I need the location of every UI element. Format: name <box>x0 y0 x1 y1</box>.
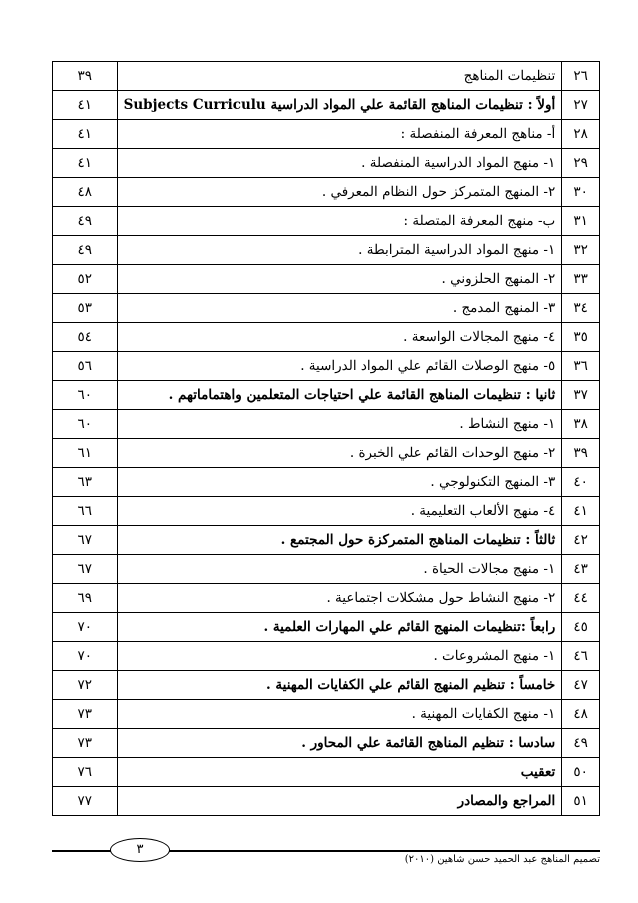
entry-title: ٤- منهج المجالات الواسعة . <box>117 323 562 352</box>
table-row <box>53 120 600 149</box>
entry-title: ٣- المنهج المدمج . <box>117 294 562 323</box>
page-ref: ٥٤ <box>53 323 118 352</box>
table-row <box>53 526 600 555</box>
table-row <box>53 700 600 729</box>
table-row <box>53 323 600 352</box>
row-number: ٢٩ <box>562 149 600 178</box>
page-ref: ٦٦ <box>53 497 118 526</box>
row-number: ٤٨ <box>562 700 600 729</box>
entry-title: المراجع والمصادر <box>117 787 562 816</box>
table-row <box>53 381 600 410</box>
table-row <box>53 729 600 758</box>
entry-title: ١- منهج المشروعات . <box>117 642 562 671</box>
entry-title: ١- منهج النشاط . <box>117 410 562 439</box>
table-row <box>53 207 600 236</box>
entry-title: تعقيب <box>117 758 562 787</box>
entry-title: ثانيا : تنظيمات المناهج القائمة علي احتياجات المتعلمين واهتماماتهم . <box>117 381 562 410</box>
row-number: ٤٩ <box>562 729 600 758</box>
page-ref: ٤١ <box>53 120 118 149</box>
page-ref: ٦١ <box>53 439 118 468</box>
page-ref: ٧٣ <box>53 729 118 758</box>
entry-title: رابعاً :تنظيمات المنهج القائم علي المهارات العلمية . <box>117 613 562 642</box>
table-row <box>53 671 600 700</box>
table-row <box>53 149 600 178</box>
page-number: ٣ <box>110 838 170 862</box>
page-ref: ٤٩ <box>53 236 118 265</box>
entry-title: ٣- المنهج التكنولوجي . <box>117 468 562 497</box>
row-number: ٢٦ <box>562 62 600 91</box>
row-number: ٣١ <box>562 207 600 236</box>
row-number: ٢٧ <box>562 91 600 120</box>
entry-title: ٤- منهج الألعاب التعليمية . <box>117 497 562 526</box>
page-ref: ٣٩ <box>53 62 118 91</box>
table-row <box>53 294 600 323</box>
page-ref: ٦٩ <box>53 584 118 613</box>
row-number: ٥٠ <box>562 758 600 787</box>
page-ref: ٧٣ <box>53 700 118 729</box>
row-number: ٣٥ <box>562 323 600 352</box>
table-row <box>53 178 600 207</box>
table-row <box>53 468 600 497</box>
page-ref: ٧٢ <box>53 671 118 700</box>
page-ref: ٦٣ <box>53 468 118 497</box>
entry-title: ١- منهج الكفايات المهنية . <box>117 700 562 729</box>
page-ref: ٧٠ <box>53 613 118 642</box>
entry-title: ب- منهج المعرفة المتصلة : <box>117 207 562 236</box>
entry-title: ثالثاً : تنظيمات المناهج المتمركزة حول المجتمع . <box>117 526 562 555</box>
row-number: ٤٢ <box>562 526 600 555</box>
entry-title: تنظيمات المناهج <box>117 62 562 91</box>
footer-text: تصميم المناهج عبد الحميد حسن شاهين (٢٠١٠) <box>404 854 600 865</box>
page-ref: ٦٧ <box>53 526 118 555</box>
row-number: ٣٨ <box>562 410 600 439</box>
table-row <box>53 584 600 613</box>
row-number: ٤٧ <box>562 671 600 700</box>
entry-title: ١- منهج المواد الدراسية المترابطة . <box>117 236 562 265</box>
entry-title: ٢- منهج الوحدات القائم علي الخبرة . <box>117 439 562 468</box>
table-row <box>53 265 600 294</box>
row-number: ٣٩ <box>562 439 600 468</box>
entry-title: ٥- منهج الوصلات القائم علي المواد الدراسية . <box>117 352 562 381</box>
page-ref: ٥٦ <box>53 352 118 381</box>
page-ref: ٧٧ <box>53 787 118 816</box>
table-row <box>53 787 600 816</box>
row-number: ٥١ <box>562 787 600 816</box>
table-row <box>53 236 600 265</box>
page-ref: ٤١ <box>53 91 118 120</box>
entry-title: ٢- المنهج الحلزوني . <box>117 265 562 294</box>
page-ref: ٤١ <box>53 149 118 178</box>
page-ref: ٧٠ <box>53 642 118 671</box>
entry-title: ٢- المنهج المتمركز حول النظام المعرفي . <box>117 178 562 207</box>
page-ref: ٥٣ <box>53 294 118 323</box>
page-ref: ٤٩ <box>53 207 118 236</box>
table-row <box>53 497 600 526</box>
page-ref: ٥٢ <box>53 265 118 294</box>
entry-title: أ- مناهج المعرفة المنفصلة : <box>117 120 562 149</box>
row-number: ٣٤ <box>562 294 600 323</box>
row-number: ٣٢ <box>562 236 600 265</box>
table-row <box>53 613 600 642</box>
entry-title: ١- منهج المواد الدراسية المنفصلة . <box>117 149 562 178</box>
row-number: ٢٨ <box>562 120 600 149</box>
page-ref: ٤٨ <box>53 178 118 207</box>
row-number: ٤٤ <box>562 584 600 613</box>
table-row <box>53 91 600 120</box>
table-row <box>53 555 600 584</box>
table-row <box>53 642 600 671</box>
entry-title: خامساً : تنظيم المنهج القائم علي الكفايات المهنية . <box>117 671 562 700</box>
page-ref: ٦٠ <box>53 381 118 410</box>
table-row <box>53 62 600 91</box>
row-number: ٣٠ <box>562 178 600 207</box>
page-ref: ٦٠ <box>53 410 118 439</box>
row-number: ٣٦ <box>562 352 600 381</box>
entry-title: أولاً : تنظيمات المناهج القائمة علي المواد الدراسية Subjects Curriculu <box>117 91 562 120</box>
entry-title: ٢- منهج النشاط حول مشكلات اجتماعية . <box>117 584 562 613</box>
row-number: ٤٥ <box>562 613 600 642</box>
row-number: ٤٦ <box>562 642 600 671</box>
table-row <box>53 439 600 468</box>
table-row <box>53 410 600 439</box>
row-number: ٤١ <box>562 497 600 526</box>
page-ref: ٦٧ <box>53 555 118 584</box>
row-number: ٤٣ <box>562 555 600 584</box>
row-number: ٤٠ <box>562 468 600 497</box>
table-row <box>53 758 600 787</box>
row-number: ٣٧ <box>562 381 600 410</box>
table-of-contents <box>52 61 600 816</box>
page-ref: ٧٦ <box>53 758 118 787</box>
table-row <box>53 352 600 381</box>
entry-title: ١- منهج مجالات الحياة . <box>117 555 562 584</box>
entry-title: سادسا : تنظيم المناهج القائمة علي المحاور . <box>117 729 562 758</box>
row-number: ٣٣ <box>562 265 600 294</box>
